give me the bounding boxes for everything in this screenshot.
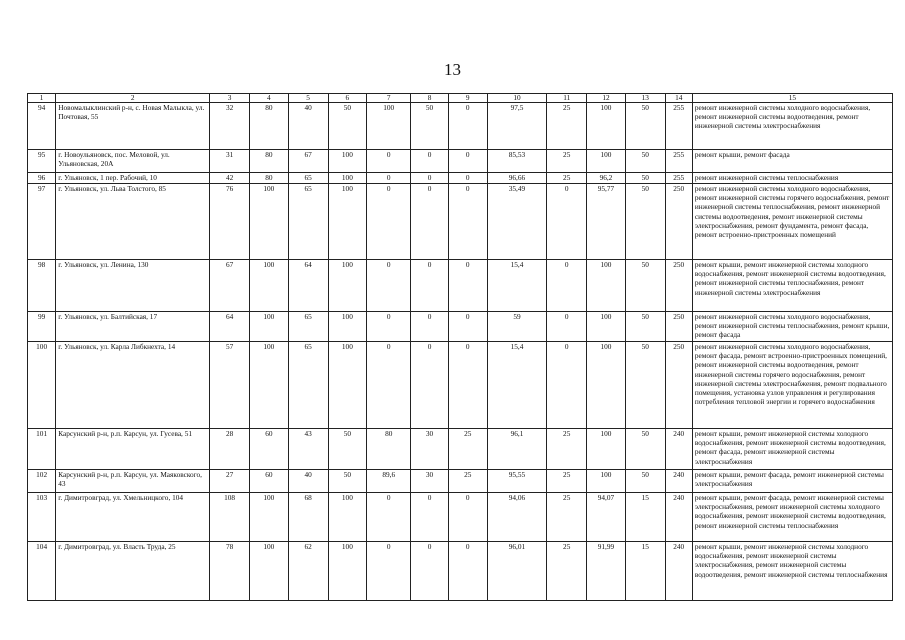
- address-cell: Новомалыклинский р-н, с. Новая Малыкла, ул. Почтовая, 55: [56, 103, 210, 150]
- works-cell: ремонт крыши, ремонт фасада: [692, 150, 892, 173]
- value-cell: 80: [367, 429, 411, 470]
- repair-table: [27, 93, 893, 601]
- value-cell: 108: [210, 493, 250, 542]
- value-cell: 0: [547, 260, 587, 312]
- address-cell: г. Ульяновск, ул. Ленина, 130: [56, 260, 210, 312]
- value-cell: 91,99: [587, 542, 626, 601]
- value-cell: 65: [288, 342, 328, 429]
- works-cell: ремонт инженерной системы холодного водоснабжения, ремонт инженерной системы горячего водоснабжения, ремонт инженерной системы теплоснабжения, ремонт инженерной системы водоотведения, ремонт инженерной системы электроснабжения, ремонт фундамента, ремонт фасада, ремонт встроенно-пристроенных помещений: [692, 184, 892, 260]
- value-cell: 97,5: [487, 103, 547, 150]
- works-cell: ремонт крыши, ремонт фасада, ремонт инженерной системы электроснабжения: [692, 470, 892, 493]
- value-cell: 0: [367, 173, 411, 184]
- value-cell: 60: [249, 429, 288, 470]
- value-cell: 100: [249, 184, 288, 260]
- row-number-cell: 100: [28, 342, 56, 429]
- value-cell: 0: [448, 312, 487, 342]
- value-cell: 100: [249, 260, 288, 312]
- works-cell: ремонт крыши, ремонт инженерной системы холодного водоснабжения, ремонт инженерной системы водоотведения, ремонт фасада, ремонт инженерной системы электроснабжения: [692, 429, 892, 470]
- value-cell: 100: [249, 493, 288, 542]
- value-cell: 0: [547, 342, 587, 429]
- row-number-cell: 94: [28, 103, 56, 150]
- value-cell: 80: [249, 150, 288, 173]
- value-cell: 100: [587, 470, 626, 493]
- value-cell: 100: [328, 312, 367, 342]
- value-cell: 96,01: [487, 542, 547, 601]
- header-cell: 10: [487, 94, 547, 103]
- value-cell: 67: [288, 150, 328, 173]
- page-number: 13: [444, 60, 461, 79]
- row-number-cell: 98: [28, 260, 56, 312]
- value-cell: 59: [487, 312, 547, 342]
- value-cell: 64: [288, 260, 328, 312]
- value-cell: 100: [587, 103, 626, 150]
- value-cell: 96,66: [487, 173, 547, 184]
- header-cell: 3: [210, 94, 250, 103]
- value-cell: 25: [547, 542, 587, 601]
- value-cell: 255: [665, 103, 692, 150]
- table-row: [28, 493, 893, 542]
- value-cell: 64: [210, 312, 250, 342]
- value-cell: 50: [625, 342, 665, 429]
- value-cell: 100: [249, 542, 288, 601]
- value-cell: 100: [328, 150, 367, 173]
- value-cell: 50: [328, 429, 367, 470]
- address-cell: г. Ульяновск, ул. Карла Либкнехта, 14: [56, 342, 210, 429]
- value-cell: 25: [448, 470, 487, 493]
- table-row: [28, 312, 893, 342]
- table-row: [28, 184, 893, 260]
- value-cell: 0: [411, 312, 449, 342]
- header-cell: 9: [448, 94, 487, 103]
- value-cell: 250: [665, 342, 692, 429]
- value-cell: 94,07: [587, 493, 626, 542]
- value-cell: 96,1: [487, 429, 547, 470]
- value-cell: 50: [328, 103, 367, 150]
- value-cell: 25: [448, 429, 487, 470]
- works-cell: ремонт инженерной системы холодного водоснабжения, ремонт инженерной системы теплоснабжения, ремонт крыши, ремонт фасада: [692, 312, 892, 342]
- table-row: [28, 173, 893, 184]
- value-cell: 27: [210, 470, 250, 493]
- value-cell: 80: [249, 173, 288, 184]
- value-cell: 65: [288, 184, 328, 260]
- value-cell: 0: [367, 493, 411, 542]
- header-cell: 8: [411, 94, 449, 103]
- value-cell: 80: [249, 103, 288, 150]
- value-cell: 100: [328, 342, 367, 429]
- value-cell: 0: [411, 184, 449, 260]
- value-cell: 250: [665, 312, 692, 342]
- table-row: [28, 342, 893, 429]
- value-cell: 255: [665, 173, 692, 184]
- row-number-cell: 95: [28, 150, 56, 173]
- address-cell: г. Димитровград, ул. Хмельницкого, 104: [56, 493, 210, 542]
- value-cell: 0: [367, 260, 411, 312]
- value-cell: 100: [328, 542, 367, 601]
- row-number-cell: 99: [28, 312, 56, 342]
- header-cell: 4: [249, 94, 288, 103]
- header-cell: 6: [328, 94, 367, 103]
- works-cell: ремонт инженерной системы холодного водоснабжения, ремонт фасада, ремонт встроенно-пристроенных помещений, ремонт инженерной системы водоотведения, ремонт инженерной системы горячего водоснабжения, ремонт инженерной системы электроснабжения, ремонт подвального помещения, установка узлов управления и регулирования потребления тепловой энергии и горячего водоснабжения: [692, 342, 892, 429]
- address-cell: Карсунский р-н, р.п. Карсун, ул. Маяковского, 43: [56, 470, 210, 493]
- address-cell: г. Ульяновск, ул. Льва Толстого, 85: [56, 184, 210, 260]
- value-cell: 15: [625, 542, 665, 601]
- value-cell: 100: [587, 150, 626, 173]
- value-cell: 240: [665, 493, 692, 542]
- value-cell: 15: [625, 493, 665, 542]
- header-cell: 12: [587, 94, 626, 103]
- value-cell: 50: [625, 173, 665, 184]
- value-cell: 25: [547, 470, 587, 493]
- value-cell: 68: [288, 493, 328, 542]
- value-cell: 28: [210, 429, 250, 470]
- works-cell: ремонт крыши, ремонт инженерной системы холодного водоснабжения, ремонт инженерной системы электроснабжения, ремонт инженерной системы водоотведения, ремонт инженерной системы теплоснабжения: [692, 542, 892, 601]
- value-cell: 30: [411, 470, 449, 493]
- value-cell: 0: [448, 103, 487, 150]
- value-cell: 0: [448, 150, 487, 173]
- header-cell: 15: [692, 94, 892, 103]
- address-cell: г. Ульяновск, 1 пер. Рабочий, 10: [56, 173, 210, 184]
- value-cell: 0: [547, 312, 587, 342]
- value-cell: 78: [210, 542, 250, 601]
- value-cell: 0: [448, 260, 487, 312]
- value-cell: 0: [411, 150, 449, 173]
- value-cell: 240: [665, 429, 692, 470]
- table-row: [28, 150, 893, 173]
- value-cell: 50: [625, 260, 665, 312]
- value-cell: 43: [288, 429, 328, 470]
- value-cell: 50: [625, 312, 665, 342]
- value-cell: 100: [587, 342, 626, 429]
- value-cell: 250: [665, 260, 692, 312]
- value-cell: 96,2: [587, 173, 626, 184]
- value-cell: 40: [288, 470, 328, 493]
- value-cell: 0: [448, 184, 487, 260]
- value-cell: 100: [328, 493, 367, 542]
- header-row: [28, 94, 893, 103]
- header-cell: 14: [665, 94, 692, 103]
- value-cell: 94,06: [487, 493, 547, 542]
- value-cell: 250: [665, 184, 692, 260]
- value-cell: 0: [411, 260, 449, 312]
- value-cell: 32: [210, 103, 250, 150]
- header-cell: 11: [547, 94, 587, 103]
- header-cell: 7: [367, 94, 411, 103]
- row-number-cell: 104: [28, 542, 56, 601]
- table-row: [28, 429, 893, 470]
- table-row: [28, 542, 893, 601]
- table-row: [28, 103, 893, 150]
- value-cell: 50: [625, 470, 665, 493]
- value-cell: 100: [249, 312, 288, 342]
- value-cell: 0: [367, 184, 411, 260]
- value-cell: 89,6: [367, 470, 411, 493]
- table-row: [28, 470, 893, 493]
- value-cell: 42: [210, 173, 250, 184]
- value-cell: 0: [411, 342, 449, 429]
- address-cell: Карсунский р-н, р.п. Карсун, ул. Гусева, 51: [56, 429, 210, 470]
- value-cell: 50: [625, 150, 665, 173]
- value-cell: 240: [665, 542, 692, 601]
- value-cell: 0: [367, 342, 411, 429]
- value-cell: 95,55: [487, 470, 547, 493]
- value-cell: 35,49: [487, 184, 547, 260]
- value-cell: 50: [328, 470, 367, 493]
- row-number-cell: 103: [28, 493, 56, 542]
- works-cell: ремонт крыши, ремонт инженерной системы холодного водоснабжения, ремонт инженерной системы водоотведения, ремонт инженерной системы теплоснабжения, ремонт инженерной системы электроснабжения: [692, 260, 892, 312]
- value-cell: 100: [328, 260, 367, 312]
- value-cell: 65: [288, 312, 328, 342]
- value-cell: 100: [587, 429, 626, 470]
- value-cell: 50: [625, 103, 665, 150]
- value-cell: 0: [448, 542, 487, 601]
- table-row: [28, 260, 893, 312]
- address-cell: г. Новоульяновск, пос. Меловой, ул. Ульяновская, 20А: [56, 150, 210, 173]
- value-cell: 100: [587, 260, 626, 312]
- value-cell: 57: [210, 342, 250, 429]
- value-cell: 31: [210, 150, 250, 173]
- header-cell: 5: [288, 94, 328, 103]
- value-cell: 67: [210, 260, 250, 312]
- header-cell: 13: [625, 94, 665, 103]
- header-cell: 2: [56, 94, 210, 103]
- value-cell: 25: [547, 429, 587, 470]
- row-number-cell: 97: [28, 184, 56, 260]
- address-cell: г. Димитровград, ул. Власть Труда, 25: [56, 542, 210, 601]
- value-cell: 65: [288, 173, 328, 184]
- value-cell: 0: [367, 312, 411, 342]
- value-cell: 60: [249, 470, 288, 493]
- value-cell: 25: [547, 173, 587, 184]
- works-cell: ремонт инженерной системы теплоснабжения: [692, 173, 892, 184]
- value-cell: 100: [249, 342, 288, 429]
- value-cell: 0: [448, 493, 487, 542]
- value-cell: 0: [367, 542, 411, 601]
- value-cell: 0: [448, 342, 487, 429]
- value-cell: 62: [288, 542, 328, 601]
- value-cell: 0: [367, 150, 411, 173]
- value-cell: 100: [587, 312, 626, 342]
- works-cell: ремонт инженерной системы холодного водоснабжения, ремонт инженерной системы водоотведения, ремонт инженерной системы электроснабжения: [692, 103, 892, 150]
- value-cell: 100: [328, 184, 367, 260]
- value-cell: 25: [547, 150, 587, 173]
- value-cell: 25: [547, 493, 587, 542]
- value-cell: 0: [411, 173, 449, 184]
- value-cell: 100: [328, 173, 367, 184]
- value-cell: 76: [210, 184, 250, 260]
- value-cell: 40: [288, 103, 328, 150]
- value-cell: 0: [411, 542, 449, 601]
- value-cell: 255: [665, 150, 692, 173]
- value-cell: 100: [367, 103, 411, 150]
- value-cell: 30: [411, 429, 449, 470]
- header-cell: 1: [28, 94, 56, 103]
- value-cell: 25: [547, 103, 587, 150]
- value-cell: 240: [665, 470, 692, 493]
- value-cell: 15,4: [487, 260, 547, 312]
- value-cell: 95,77: [587, 184, 626, 260]
- value-cell: 50: [625, 429, 665, 470]
- works-cell: ремонт крыши, ремонт фасада, ремонт инженерной системы электроснабжения, ремонт инженерной системы холодного водоснабжения, ремонт инженерной системы водоотведения, ремонт инженерной системы теплоснабжения: [692, 493, 892, 542]
- address-cell: г. Ульяновск, ул. Балтийская, 17: [56, 312, 210, 342]
- value-cell: 50: [625, 184, 665, 260]
- value-cell: 85,53: [487, 150, 547, 173]
- value-cell: 50: [411, 103, 449, 150]
- row-number-cell: 102: [28, 470, 56, 493]
- value-cell: 0: [547, 184, 587, 260]
- value-cell: 0: [448, 173, 487, 184]
- row-number-cell: 96: [28, 173, 56, 184]
- value-cell: 0: [411, 493, 449, 542]
- row-number-cell: 101: [28, 429, 56, 470]
- value-cell: 15,4: [487, 342, 547, 429]
